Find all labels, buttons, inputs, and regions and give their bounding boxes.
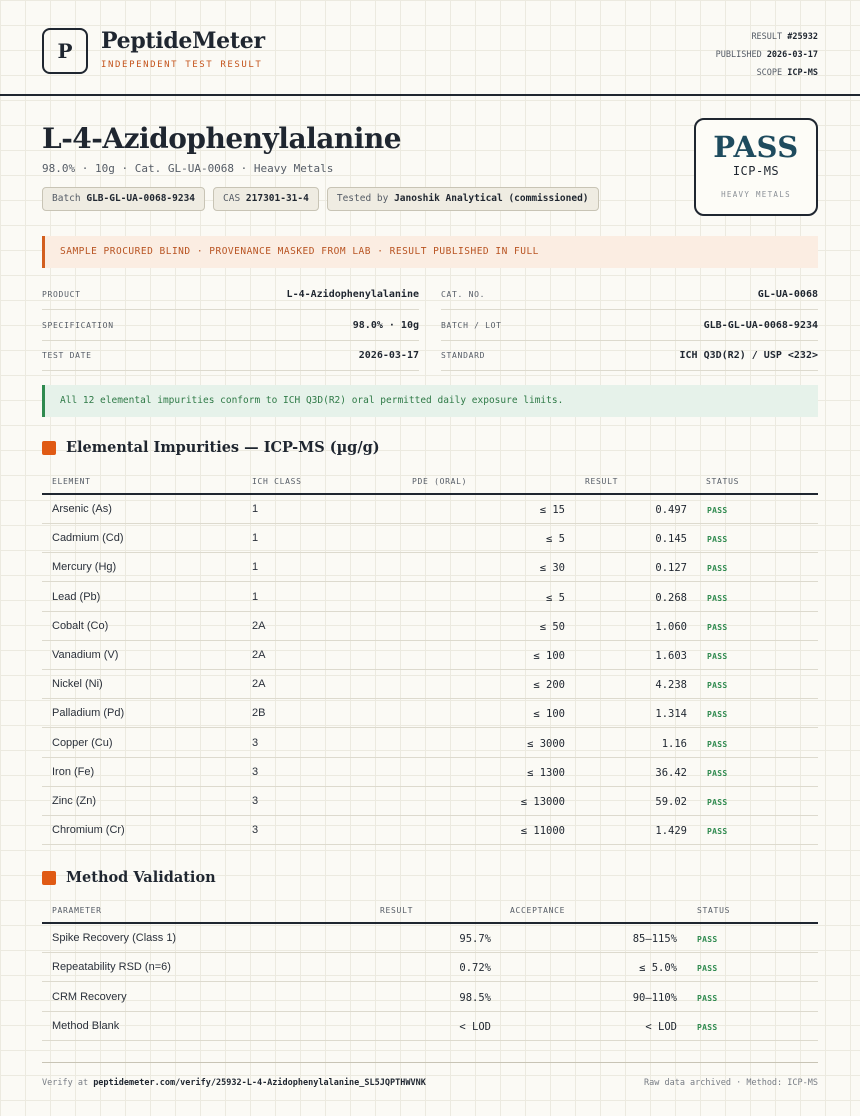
info-label: TEST DATE [42, 351, 92, 360]
info-standard [441, 341, 818, 371]
col-status: STATUS [697, 906, 731, 915]
ich-class-cell: 2B [252, 707, 266, 720]
info-test-date [42, 341, 419, 371]
info-label: STANDARD [441, 351, 486, 360]
impurities-title: Elemental Impurities — ICP-MS (µg/g) [66, 439, 380, 456]
ich-class-cell: 3 [252, 795, 259, 807]
status-badge: PASS [697, 993, 718, 1003]
stamp-method: ICP-MS [732, 164, 780, 178]
chip-value: Janoshik Analytical (commissioned) [394, 193, 589, 204]
status-badge: PASS [707, 564, 728, 574]
result-cell: 59.02 [655, 796, 687, 808]
col-result: RESULT [585, 477, 619, 486]
result-cell: 0.72% [459, 962, 491, 975]
result-cell: 4.238 [655, 679, 687, 692]
table-row [42, 524, 818, 553]
pde-cell: ≤ 200 [533, 679, 565, 692]
pde-cell: ≤ 15 [539, 504, 565, 516]
acceptance-cell: 85–115% [632, 933, 677, 945]
status-badge: PASS [707, 710, 728, 720]
batch-chip [42, 187, 205, 211]
info-value: ICH Q3D(R2) / USP <232> [679, 350, 818, 361]
brand-name: PeptideMeter [101, 28, 265, 54]
info-label: SPECIFICATION [42, 321, 114, 330]
brand-tagline: INDEPENDENT TEST RESULT [101, 60, 263, 70]
element-cell: Nickel (Ni) [52, 678, 103, 691]
ich-class-cell: 1 [252, 503, 259, 515]
info-product [42, 280, 419, 310]
info-batch [441, 311, 818, 341]
published-date: 2026-03-17 [766, 50, 818, 60]
info-label: CAT. NO. [441, 290, 486, 299]
element-cell: Chromium (Cr) [52, 824, 125, 837]
col-parameter: PARAMETER [52, 906, 102, 915]
product-title: L-4-Azidophenylalanine [42, 122, 402, 155]
footer-note: Raw data archived · Method: ICP-MS [644, 1078, 818, 1088]
element-cell: Vanadium (V) [52, 649, 119, 661]
acceptance-cell: ≤ 5.0% [639, 962, 677, 975]
impurities-table-header [42, 469, 818, 495]
result-cell: < LOD [459, 1020, 491, 1033]
table-row [42, 983, 818, 1012]
report-header [0, 0, 860, 96]
info-value: GL-UA-0068 [757, 289, 818, 300]
result-cell: 0.127 [655, 562, 687, 575]
element-cell: Cobalt (Co) [52, 619, 109, 632]
verify-line [42, 1078, 426, 1088]
element-cell: Iron (Fe) [52, 765, 95, 778]
pde-cell: ≤ 5 [546, 591, 565, 604]
stamp-verdict: PASS [713, 130, 799, 164]
result-id-line [716, 28, 818, 46]
ich-class-cell: 1 [252, 561, 259, 574]
conformance-banner: All 12 elemental impurities conform to ICH Q3D(R2) oral permitted daily exposure limits. [42, 385, 818, 417]
status-badge: PASS [697, 964, 718, 974]
impurities-section-header [42, 439, 380, 456]
table-row [42, 670, 818, 699]
result-cell: 1.603 [655, 650, 687, 662]
stamp-category: HEAVY METALS [721, 190, 791, 199]
verify-link[interactable]: peptidemeter.com/verify/25932-L-4-Azidophenylalanine_SL5JQPTHWVNK [93, 1078, 426, 1088]
result-cell: 1.060 [655, 620, 687, 633]
result-cell: 95.7% [459, 933, 491, 945]
result-cell: 0.268 [655, 591, 687, 604]
col-status: STATUS [706, 477, 740, 486]
result-cell: 98.5% [459, 991, 491, 1004]
chip-value: GLB-GL-UA-0068-9234 [86, 193, 196, 204]
info-value: 98.0% · 10g [352, 320, 419, 331]
chip-label: Tested by [336, 193, 389, 204]
table-row [42, 641, 818, 670]
chip-value: 217301-31-4 [245, 193, 309, 204]
scope-label: SCOPE [756, 68, 783, 78]
scope-value: ICP-MS [787, 68, 818, 78]
ich-class-cell: 2A [252, 678, 266, 691]
status-badge: PASS [707, 827, 728, 837]
table-row [42, 953, 818, 982]
section-marker [42, 441, 56, 455]
acceptance-cell: < LOD [645, 1020, 677, 1033]
ich-class-cell: 3 [252, 736, 259, 749]
validation-section-header [42, 869, 216, 886]
table-row [42, 816, 818, 845]
info-value: GLB-GL-UA-0068-9234 [703, 320, 818, 331]
validation-table-header [42, 898, 818, 924]
published-line [716, 46, 818, 64]
acceptance-cell: 90–110% [632, 991, 677, 1004]
report-footer [42, 1062, 818, 1102]
product-chips [42, 187, 599, 211]
element-cell: Arsenic (As) [52, 503, 112, 515]
element-cell: Mercury (Hg) [52, 561, 117, 574]
ich-class-cell: 2A [252, 649, 266, 661]
scope-line [716, 64, 818, 82]
info-label: BATCH / LOT [441, 321, 502, 330]
result-id: #25932 [787, 32, 818, 42]
status-badge: PASS [707, 652, 728, 661]
pass-stamp [694, 118, 818, 216]
result-cell: 1.314 [655, 708, 687, 721]
parameter-cell: Repeatability RSD (n=6) [52, 961, 171, 974]
status-badge: PASS [707, 768, 728, 778]
info-value: 2026-03-17 [358, 350, 419, 361]
status-badge: PASS [707, 593, 728, 603]
status-badge: PASS [697, 1022, 718, 1032]
validation-title: Method Validation [66, 869, 216, 886]
table-row [42, 612, 818, 641]
chip-label: CAS [223, 193, 241, 204]
brand-logo: P [42, 28, 88, 74]
result-label: RESULT [751, 32, 783, 42]
pde-cell: ≤ 100 [533, 708, 565, 721]
cas-chip [213, 187, 319, 211]
col-result: RESULT [380, 906, 414, 915]
section-marker [42, 871, 56, 885]
info-label: PRODUCT [42, 290, 81, 299]
pde-cell: ≤ 100 [533, 650, 565, 662]
ich-class-cell: 1 [252, 532, 259, 545]
element-cell: Zinc (Zn) [52, 795, 96, 807]
pde-cell: ≤ 50 [539, 620, 565, 633]
pde-cell: ≤ 3000 [527, 737, 565, 750]
element-cell: Cadmium (Cd) [52, 532, 124, 545]
verify-prefix: Verify at [42, 1078, 89, 1088]
published-label: PUBLISHED [715, 50, 762, 60]
status-badge: PASS [707, 535, 728, 545]
parameter-cell: CRM Recovery [52, 990, 127, 1003]
pde-cell: ≤ 30 [539, 562, 565, 575]
pde-cell: ≤ 11000 [520, 825, 565, 838]
report-meta [716, 28, 818, 82]
col-acceptance: ACCEPTANCE [510, 906, 566, 915]
table-row [42, 924, 818, 953]
status-badge: PASS [707, 506, 728, 515]
status-badge: PASS [707, 739, 728, 749]
table-row [42, 758, 818, 787]
result-cell: 1.16 [661, 737, 687, 750]
ich-class-cell: 1 [252, 590, 259, 603]
table-row [42, 495, 818, 524]
ich-class-cell: 3 [252, 765, 259, 778]
status-badge: PASS [707, 681, 728, 691]
ich-class-cell: 3 [252, 824, 259, 837]
chip-label: Batch [52, 193, 81, 204]
info-catno [441, 280, 818, 310]
table-row [42, 1012, 818, 1041]
element-cell: Lead (Pb) [52, 590, 101, 603]
table-row [42, 729, 818, 758]
provenance-banner: SAMPLE PROCURED BLIND · PROVENANCE MASKED FROM LAB · RESULT PUBLISHED IN FULL [42, 236, 818, 268]
pde-cell: ≤ 13000 [520, 796, 565, 808]
parameter-cell: Method Blank [52, 1019, 120, 1032]
pde-cell: ≤ 1300 [527, 766, 565, 779]
table-row [42, 699, 818, 728]
col-pde: PDE (ORAL) [412, 477, 468, 486]
col-element: ELEMENT [52, 477, 91, 486]
status-badge: PASS [707, 622, 728, 632]
tested-by-chip [327, 187, 599, 211]
table-row [42, 553, 818, 582]
result-cell: 0.145 [655, 533, 687, 546]
table-row [42, 583, 818, 612]
result-cell: 36.42 [655, 766, 687, 779]
result-cell: 1.429 [655, 825, 687, 838]
status-badge: PASS [697, 935, 718, 944]
pde-cell: ≤ 5 [546, 533, 565, 546]
ich-class-cell: 2A [252, 619, 266, 632]
element-cell: Copper (Cu) [52, 736, 113, 749]
info-spec [42, 311, 419, 341]
element-cell: Palladium (Pd) [52, 707, 125, 720]
product-subtitle: 98.0% · 10g · Cat. GL-UA-0068 · Heavy Metals [42, 162, 334, 175]
result-cell: 0.497 [655, 504, 687, 516]
parameter-cell: Spike Recovery (Class 1) [52, 932, 177, 944]
info-value: L-4-Azidophenylalanine [286, 289, 419, 300]
col-ich-class: ICH CLASS [252, 477, 302, 486]
status-badge: PASS [707, 798, 728, 807]
table-row [42, 787, 818, 816]
